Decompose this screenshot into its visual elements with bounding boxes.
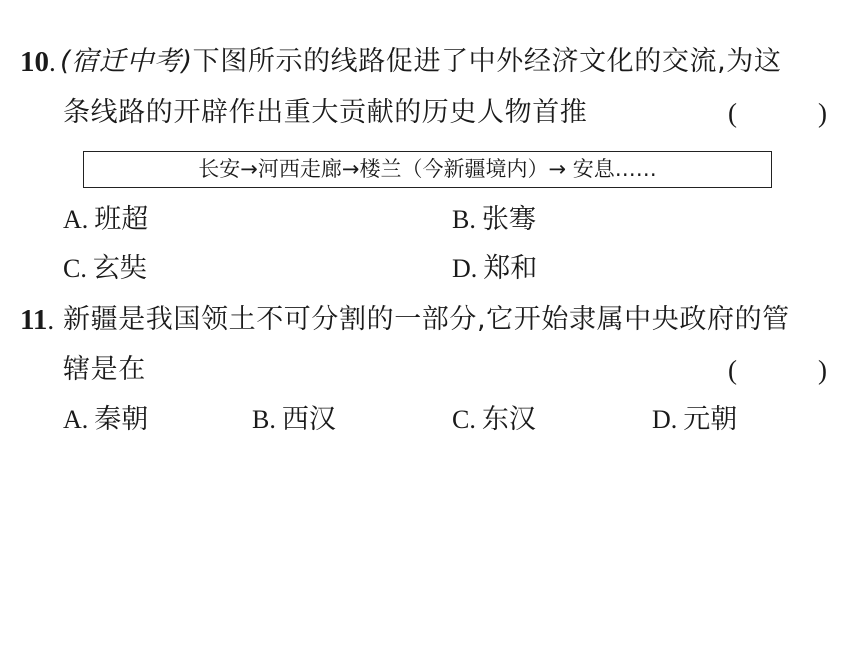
option-letter: C. — [452, 405, 476, 434]
option-text: 秦朝 — [94, 404, 149, 435]
option-text: 班超 — [94, 204, 149, 235]
question-number — [20, 304, 54, 337]
option-letter: A. — [63, 205, 89, 234]
option-text: 玄奘 — [92, 253, 147, 284]
question-source: (宿迁中考) — [60, 46, 193, 77]
option-letter: D. — [652, 405, 678, 434]
option-letter: B. — [252, 405, 276, 434]
option-letter: D. — [452, 254, 478, 283]
option-text: 西汉 — [281, 404, 336, 435]
question-number — [20, 46, 56, 79]
route-text: 长安→河西走廊→楼兰（今新疆境内）→ 安息…… — [198, 157, 657, 181]
route-box — [83, 151, 772, 188]
question-number-dot: . — [49, 47, 56, 77]
question-stem-line-2: 条线路的开辟作出重大贡献的历史人物首推 — [63, 97, 588, 128]
option-d[interactable] — [452, 253, 537, 285]
question-stem-line-1: 新疆是我国领土不可分割的一部分,它开始隶属中央政府的管 — [63, 304, 790, 335]
question-number-text: 10 — [20, 46, 49, 78]
question-stem-line-1 — [60, 46, 781, 78]
option-a[interactable] — [63, 204, 148, 236]
option-letter: C. — [63, 254, 87, 283]
option-letter: A. — [63, 405, 89, 434]
question-number-dot: . — [47, 305, 55, 335]
option-c[interactable] — [452, 404, 536, 436]
option-d[interactable] — [652, 404, 737, 436]
option-text: 元朝 — [683, 404, 738, 435]
question-stem-line-2: 辖是在 — [63, 354, 146, 385]
answer-paren-open: ( — [728, 355, 737, 385]
answer-paren-open: ( — [728, 98, 737, 128]
option-text: 郑和 — [483, 253, 538, 284]
option-text: 东汉 — [481, 404, 536, 435]
option-b[interactable] — [452, 204, 536, 236]
answer-paren-close: ) — [818, 355, 827, 385]
question-stem-text: 下图所示的线路促进了中外经济文化的交流,为这 — [192, 46, 782, 77]
question-number-text: 11 — [20, 304, 48, 336]
option-letter: B. — [452, 205, 476, 234]
answer-paren-close: ) — [818, 98, 827, 128]
option-text: 张骞 — [481, 204, 536, 235]
option-b[interactable] — [252, 404, 336, 436]
option-a[interactable] — [63, 404, 148, 436]
option-c[interactable] — [63, 253, 147, 285]
